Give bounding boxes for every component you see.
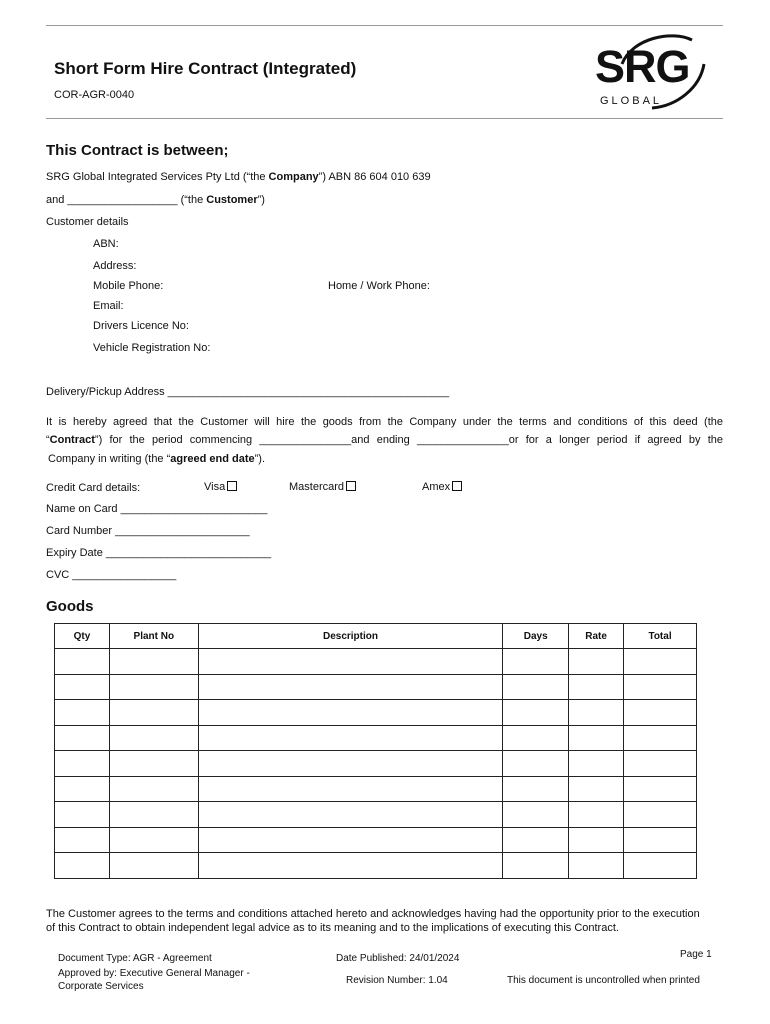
cell-qty[interactable] [55,649,110,675]
company-line: SRG Global Integrated Services Pty Ltd (“the Company”) ABN 86 604 010 639 [46,171,431,183]
delivery-address-field: Delivery/Pickup Address ______________________________________________ [46,386,450,398]
cell-rate[interactable] [569,751,624,777]
cell-qty[interactable] [55,700,110,726]
cell-description[interactable] [198,725,502,751]
cell-plant-no[interactable] [109,802,198,828]
table-row [55,776,697,802]
cell-rate[interactable] [569,674,624,700]
column-header-plant-no: Plant No [109,624,198,649]
cell-qty[interactable] [55,802,110,828]
home-work-phone-field-label: Home / Work Phone: [328,280,430,292]
footer-revision: Revision Number: 1.04 [346,975,448,986]
cell-days[interactable] [503,725,569,751]
cell-description[interactable] [198,751,502,777]
cell-qty[interactable] [55,853,110,879]
mastercard-option[interactable]: Mastercard [289,481,356,493]
cell-description[interactable] [198,649,502,675]
cell-total[interactable] [624,674,697,700]
customer-details-label: Customer details [46,216,129,228]
cell-days[interactable] [503,827,569,853]
footer-uncontrolled-notice: This document is uncontrolled when printed [507,975,700,986]
table-row [55,827,697,853]
cell-days[interactable] [503,751,569,777]
abn-field-label: ABN: [93,238,119,250]
cvc-field: CVC _________________ [46,569,177,581]
cell-description[interactable] [198,776,502,802]
table-row [55,700,697,726]
header-rule [46,118,723,119]
footer-date-published: Date Published: 24/01/2024 [336,953,460,964]
mastercard-checkbox[interactable] [346,481,356,491]
footer-approved-line-2: Corporate Services [58,981,144,992]
cell-days[interactable] [503,776,569,802]
goods-table [54,623,697,879]
customer-line: and __________________ (“the Customer”) [46,194,265,206]
cell-description[interactable] [198,827,502,853]
top-rule [46,25,723,26]
table-row [55,802,697,828]
cell-total[interactable] [624,700,697,726]
cell-qty[interactable] [55,776,110,802]
cell-total[interactable] [624,802,697,828]
cell-total[interactable] [624,776,697,802]
vehicle-rego-field-label: Vehicle Registration No: [93,342,211,354]
table-row [55,649,697,675]
cell-qty[interactable] [55,751,110,777]
cell-plant-no[interactable] [109,827,198,853]
cell-rate[interactable] [569,776,624,802]
cell-total[interactable] [624,649,697,675]
document-title: Short Form Hire Contract (Integrated) [54,59,357,78]
cell-days[interactable] [503,853,569,879]
column-header-rate: Rate [569,624,624,649]
column-header-days: Days [503,624,569,649]
cell-plant-no[interactable] [109,751,198,777]
footer-page-number: Page 1 [680,949,712,960]
cell-plant-no[interactable] [109,853,198,879]
cell-total[interactable] [624,751,697,777]
cell-days[interactable] [503,649,569,675]
cell-rate[interactable] [569,700,624,726]
agreement-line-3: Company in writing (the “agreed end date”). [48,453,266,465]
licence-field-label: Drivers Licence No: [93,320,189,332]
cell-qty[interactable] [55,725,110,751]
card-number-field: Card Number ______________________ [46,525,250,537]
cell-days[interactable] [503,700,569,726]
goods-header-row [55,624,697,649]
acknowledgement-line-2: of this Contract to obtain independent legal advice as to its meaning and to the implications of executing this Contract. [46,922,619,934]
cell-plant-no[interactable] [109,776,198,802]
email-field-label: Email: [93,300,124,312]
goods-heading: Goods [46,598,94,615]
cell-qty[interactable] [55,674,110,700]
cell-description[interactable] [198,700,502,726]
column-header-description: Description [198,624,502,649]
column-header-qty: Qty [55,624,110,649]
srg-global-logo [592,28,717,114]
expiry-date-field: Expiry Date ___________________________ [46,547,272,559]
cell-description[interactable] [198,674,502,700]
cell-days[interactable] [503,674,569,700]
footer-approved-line-1: Approved by: Executive General Manager - [58,968,250,979]
cell-rate[interactable] [569,827,624,853]
agreement-line-2: “Contract”) for the period commencing _______________and ending _______________or for a longer period if agreed by the [46,434,723,446]
cell-total[interactable] [624,725,697,751]
cell-total[interactable] [624,827,697,853]
amex-checkbox[interactable] [452,481,462,491]
document-code: COR-AGR-0040 [54,89,135,101]
cell-plant-no[interactable] [109,674,198,700]
logo-wordmark: SRG [595,41,690,92]
table-row [55,751,697,777]
agreement-line-1: It is hereby agreed that the Customer will hire the goods from the Company under the terms and conditions of this deed (the [46,416,723,428]
address-field-label: Address: [93,260,137,272]
table-row [55,853,697,879]
visa-option[interactable]: Visa [204,481,237,493]
cell-rate[interactable] [569,853,624,879]
cell-plant-no[interactable] [109,725,198,751]
cell-description[interactable] [198,802,502,828]
cell-rate[interactable] [569,725,624,751]
name-on-card-field: Name on Card ________________________ [46,503,268,515]
parties-heading: This Contract is between; [46,142,229,159]
credit-card-label: Credit Card details: [46,482,141,494]
cell-days[interactable] [503,802,569,828]
cell-total[interactable] [624,853,697,879]
cell-qty[interactable] [55,827,110,853]
footer-doc-type: Document Type: AGR - Agreement [58,953,212,964]
cell-plant-no[interactable] [109,649,198,675]
cell-rate[interactable] [569,802,624,828]
mobile-phone-field-label: Mobile Phone: [93,280,164,292]
cell-rate[interactable] [569,649,624,675]
visa-checkbox[interactable] [227,481,237,491]
logo-subtext: GLOBAL [600,95,663,107]
column-header-total: Total [624,624,697,649]
cell-plant-no[interactable] [109,700,198,726]
cell-description[interactable] [198,853,502,879]
amex-option[interactable]: Amex [422,481,462,493]
table-row [55,725,697,751]
acknowledgement-line-1: The Customer agrees to the terms and conditions attached hereto and acknowledges having had the opportunity prior to the execution [46,908,700,920]
table-row [55,674,697,700]
